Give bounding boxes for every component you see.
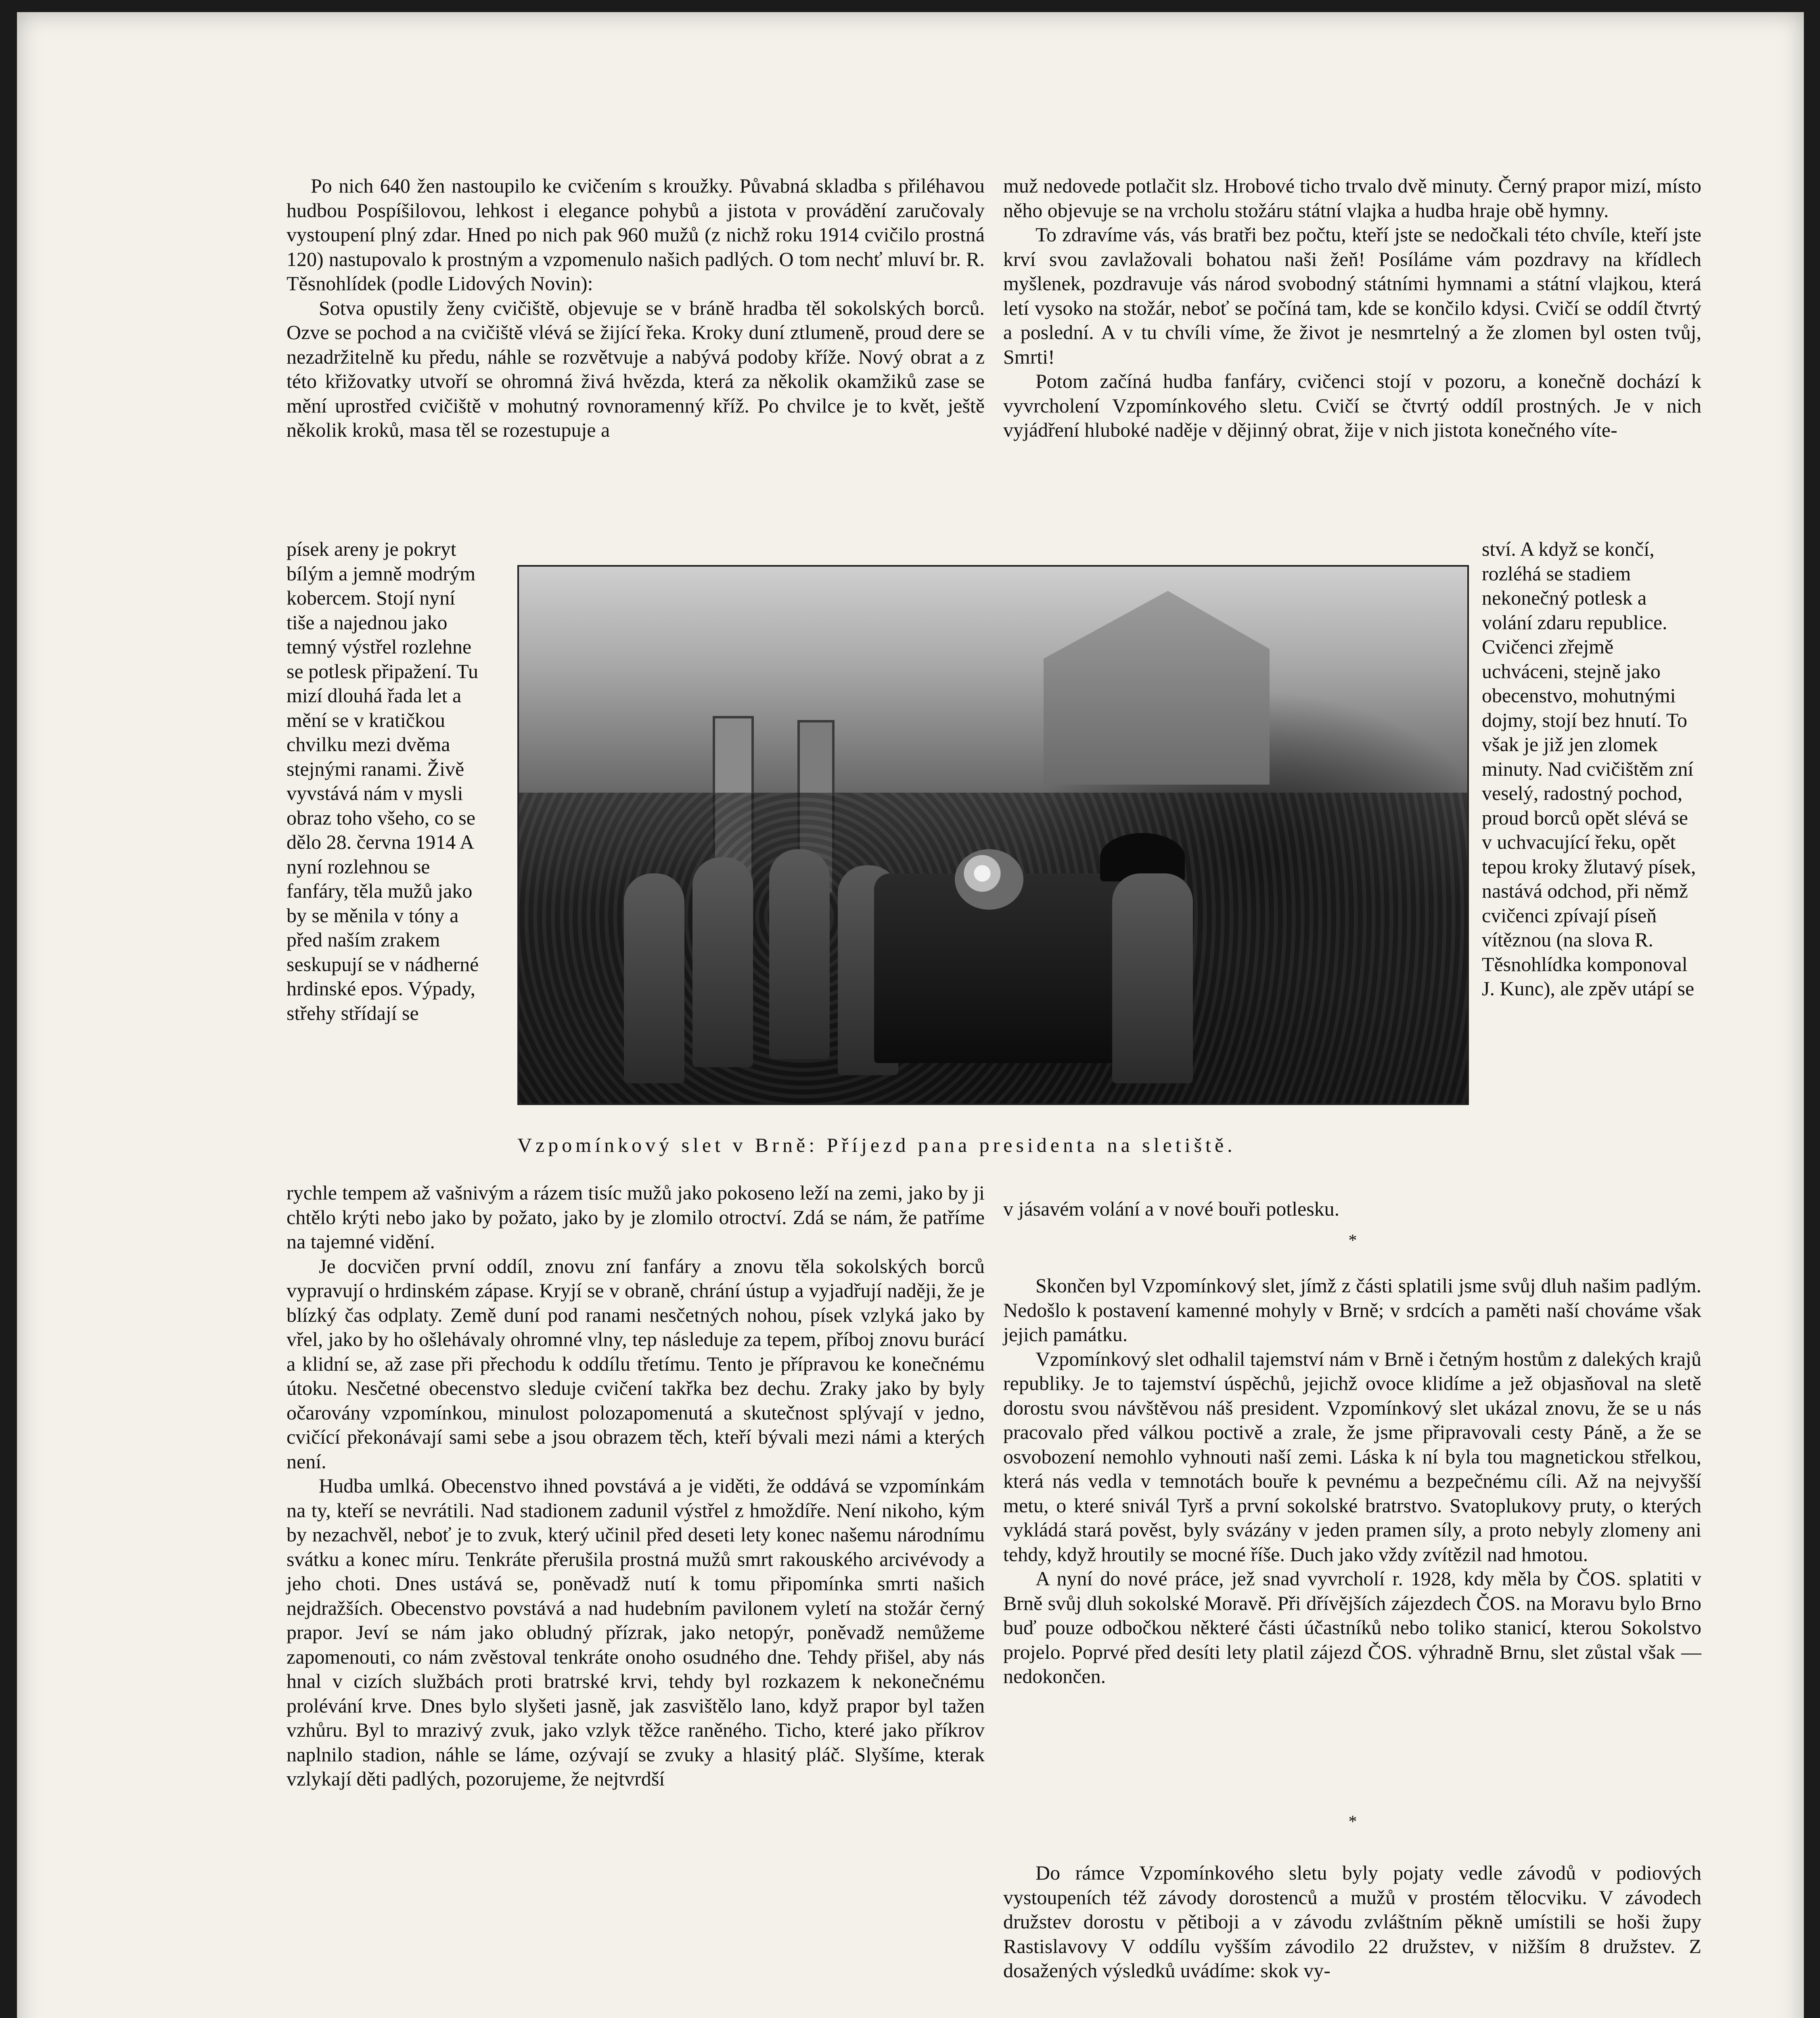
paragraph: To zdravíme vás, vás bratři bez počtu, kteří jste se nedočkali této chvíle, kteří jste krví svou zavlažovali bohatou naši žeň! Posíláme vám pozdravy na křídlech myšlenek, pozdravuje vás národ svobodný státními hymnami a státní vlajkou, která letí vysoko na stožár, neboť se počíná tam, kde se končilo kdysi. Cvičí se oddíl čtvrtý a poslední. A v tu chvíli víme, že život je nesmrtelný a že zlomen byl osten tvůj, Smrti! (1003, 223, 1701, 368)
paragraph: A nyní do nové práce, jež snad vyvrcholí r. 1928, kdy měla by ČOS. splatiti v Brně svůj dluh sokolské Moravě. Při dřívějších zájezdech ČOS. na Moravu bylo Brno buď pouze odbočkou některé části účastníků nebo toliko stanicí, kterou Sokolstvo projelo. Poprvé před desíti lety platil zájezd ČOS. výhradně Brnu, slet zůstal však — nedokončen. (1003, 1567, 1701, 1687)
left-wrap-text: písek areny je pokryt bílým a jemně modrým kobercem. Stojí nyní tiše a najednou jako temný výstřel rozlehne se potlesk připažení. Tu mizí dlouhá řada let a mění se v kratičkou chvilku mezi dvěma stejnými ranami. Živě vyvstává nám v mysli obraz toho všeho, co se dělo 28. června 1914 A nyní rozlehnou se fanfáry, těla mužů jako by se měnila v tóny a před naším zrakem seskupují se v nádherné hrdinské epos. Výpady, střehy střídají se (287, 538, 479, 1024)
paragraph: Po nich 640 žen nastoupilo ke cvičením s kroužky. Půvabná skladba s přiléhavou hudbou Pospíšilovou, lehkost i elegance pohybů a jistota v provádění zaručovaly vystoupení plný zdar. Hned po nich pak 960 mužů (z nichž roku 1914 cvičilo prostná 120) nastupovalo k prostným a vzpomenulo našich padlých. O tom nechť mluví br. R. Těsnohlídek (podle Lidových Novin): (287, 174, 985, 295)
figure (769, 849, 830, 1059)
paragraph: rychle tempem až vašnivým a rázem tisíc mužů jako pokoseno leží na zemi, jako by ji chtělo krýti nebo jako by požato, jako by je zlomilo otroctví. Zdá se nám, že patříme na tajemné vidění. (287, 1181, 985, 1253)
magazine-page (17, 12, 1804, 2018)
photo-caption: Vzpomínkový slet v Brně: Příjezd pana presidenta na sletiště. (517, 1134, 1236, 1156)
photograph-president-arrival (517, 565, 1469, 1105)
paragraph: Do rámce Vzpomínkového sletu byly pojaty vedle závodů v podiových vystoupeních též závody dorostenců a mužů v prostém tělocviku. V závodech družstev dorostu v pětiboji a v závodu zvláštním pěkně umístili se hoši župy Rastislavovy V oddílu vyšším závodilo 22 družstev, v nižším 8 družstev. Z dosažených výsledků uvádíme: skok vy- (1003, 1861, 1701, 1982)
right-tail-text: v jásavém volání a v nové bouři potlesku. (1003, 1197, 1340, 1220)
section-separator: * (1348, 1231, 1357, 1250)
left-column-top (287, 174, 985, 442)
paragraph: Potom začíná hudba fanfáry, cvičenci stojí v pozoru, a konečně dochází k vyvrcholení Vzpomínkového sletu. Cvičí se čtvrtý oddíl prostných. Je v nich vyjádření hluboké naděje v dějinný obrat, žije v nich jistota konečného víte- (1003, 370, 1701, 441)
paragraph: Vzpomínkový slet odhalil tajemství nám v Brně i četným hostům z dalekých krajů republiky. Je to tajemství úspěchů, jejichž ovoce klidíme a jež objasňoval na sletě dorostu svou návštěvou náš president. Vzpomínkový slet ukázal znovu, že se u nás pracovalo před válkou poctivě a zrale, že jsme připravovali cesty Páně, a že se osvobození nemohlo vyhnouti naší zemi. Láska k ní byla tou magnetickou střelkou, která nás vedla v temnotách bouře k pevnému a bezpečnému cíli. Až na nejvyšší metu, o které snivál Tyrš a první sokolské bratrstvo. Svatoplukovy pruty, o kterých vykládá stará pověst, byly svázány v jeden pramen síly, a proto nebyly zlomeny ani tehdy, když hroutily se mocné říše. Duch jako vždy zvítězil nad hmotou. (1003, 1347, 1701, 1566)
right-column-bottom (1003, 1273, 1701, 1689)
figure (692, 857, 753, 1067)
paragraph: muž nedovede potlačit slz. Hrobové ticho trvalo dvě minuty. Černý prapor mizí, místo něho objevuje se na vrcholu stožáru státní vlajka a hudba hraje obě hymny. (1003, 174, 1701, 222)
paragraph: Je docvičen první oddíl, znovu zní fanfáry a znovu těla sokolských borců vypravují o hrdinském zápase. Kryjí se v obraně, chrání ústup a vyjadřují naději, že je blízký čas odplaty. Země duní pod ranami nesčetných nohou, písek vzlyká jako by vřel, jako by ho ošlehávaly ohromné vlny, tep následuje za tepem, příboj znovu burácí a klidní se, až zase při přechodu k oddílu třetímu. Tento je přípravou ke konečnému útoku. Nesčetné obecenstvo sleduje cvičení takřka bez dechu. Zraky jako by byly očarovány vzpomínkou, minulost polozapomenutá a skutečnost splývají v jedno, cvičící překonávají sami sebe a jsou obrazem těch, kteří bývali mezi námi a kterých není. (287, 1254, 985, 1473)
right-wrap-text: ství. A když se končí, rozléhá se stadiem nekonečný potlesk a volání zdaru republice. Cvičenci zřejmě uchváceni, stejně jako obecenstvo, mohutnými dojmy, stojí bez hnutí. To však je již jen zlomek minuty. Nad cvičištěm zní veselý, radostný pochod, proud borců opět slévá se v uchvacující řeku, opět tepou kroky žlutavý písek, nastává odchod, při němž cvičenci zpívají píseň vítěznou (na slova R. Těsnohlídka komponoval J. Kunc), ale zpěv utápí se (1482, 538, 1696, 1000)
paragraph: Sotva opustily ženy cvičiště, objevuje se v bráně hradba těl sokolských borců. Ozve se pochod a na cvičiště vlévá se žijící řeka. Kroky duní ztlumeně, proud dere se nezadržitelně ku předu, náhle se rozvětvuje a nabývá podoby kříže. Nový obrat a z této křižovatky utvoří se ohromná živá hvězda, která za několik okamžiků zase se mění uprostřed cvičiště v mohutný rovnoramenný kříž. Po chvilce je to květ, ještě několik kroků, masa těl se rozestupuje a (287, 296, 985, 441)
paragraph: Hudba umlká. Obecenstvo ihned povstává a je viděti, že oddává se vzpomínkám na ty, kteří se nevrátili. Nad stadionem zadunil výstřel z hmoždíře. Není nikoho, kým by nezachvěl, neboť je to zvuk, který učinil před deseti lety konec našemu národnímu svátku a konec míru. Tenkráte přerušila prostná mužů smrt rakouského arcivévody a jeho choti. Dnes ustává se, poněvadž nutí k tomu připomínka smrti našich nejdražších. Obecenstvo povstává a nad hudebním pavilonem vyletí na stožár černý prapor. Jeví se nám jako obludný přízrak, jako netopýr, poněvadž nemůžeme zapomenouti, co nám zvěstoval tenkráte onoho osudného dne. Tehdy přišel, aby nás hnal v cizích službách proti bratrské krvi, tehdy byl rozkazem k nekonečnému prolévání krve. Dnes bylo slyšeti jasně, jak zasvištělo lano, když prapor byl tažen vzhůru. Byl to mrazivý zvuk, jako vzlyk těžce raněného. Ticho, které jako příkrov naplnilo stadion, náhle se láme, ozývají se zvuky a hlasitý pláč. Slyšíme, kterak vzlykají děti padlých, pozorujeme, že nejtvrdší (287, 1474, 985, 1790)
flower-bouquet (955, 849, 1023, 910)
figure-president (1112, 873, 1193, 1083)
section-separator: * (1348, 1813, 1357, 1831)
right-column-top (1003, 174, 1701, 442)
building-shape (1044, 591, 1270, 785)
paragraph: Skončen byl Vzpomínkový slet, jímž z části splatili jsme svůj dluh našim padlým. Nedošlo k postavení kamenné mohyly v Brně; v srdcích a paměti naší chováme však jejich památku. (1003, 1274, 1701, 1346)
right-column-end (1003, 1861, 1701, 1983)
figure (624, 873, 684, 1083)
left-column-bottom (287, 1181, 985, 1791)
